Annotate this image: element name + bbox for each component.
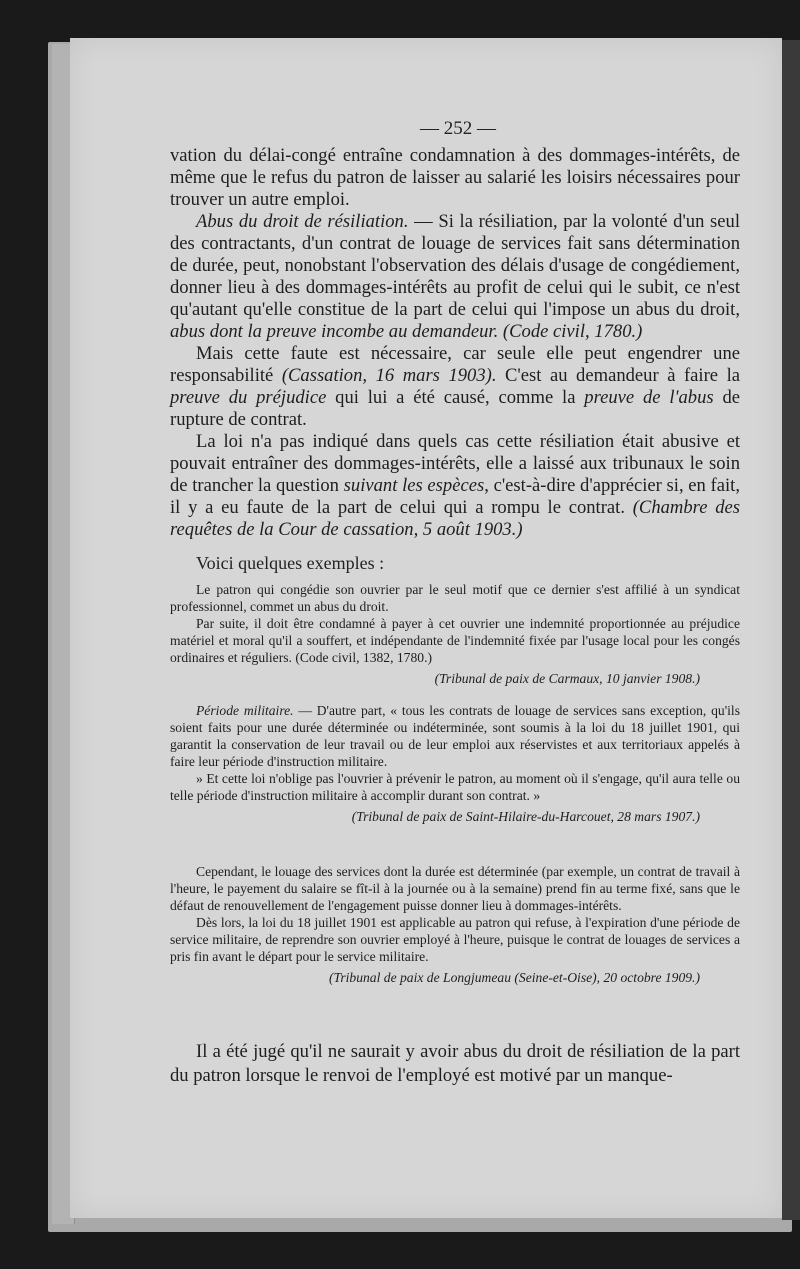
paragraph <box>170 211 740 343</box>
paragraph: » Et cette loi n'oblige pas l'ouvrier à prévenir le patron, au moment où il s'engage, qu'il aura telle ou telle période d'instruction militaire à accomplir durant son contrat. » <box>170 771 740 803</box>
text: — Si la résiliation, par la volonté d'un seul des contractants, d'un contrat de louage de services fait sans détermination de durée, peut, nonobstant l'observation des délais d'usage de congédiement, donner lieu à des dommages-intérêts au profit de celui qui le subit, ce n'est qu'autant qu'elle constitue de la part de celui qui l'impose un abus du droit, <box>170 211 740 320</box>
paragraph: Cependant, le louage des services dont la durée est déterminée (par exemple, un contrat de travail à l'heure, le payement du salaire se fît-il à la journée ou à la semaine) prend fin au terme fixé, sans que le défaut de renouvellement de l'engagement puisse donner lieu à dommages-intérêts. <box>170 864 740 913</box>
citation: (Cassation, 16 mars 1903). <box>281 365 497 386</box>
section-title: Période militaire. <box>196 703 294 718</box>
example-1 <box>170 581 740 687</box>
paragraph: Dès lors, la loi du 18 juillet 1901 est applicable au patron qui refuse, à l'expiration d'une période de service militaire, de reprendre son ouvrier employé à l'heure, puisque le contrat de louages de services a pris fin avant le départ pour le service militaire. <box>170 915 740 964</box>
text: , c'est-à-dire d'apprécier si, en fait, il y a eu faute de la part de celui qui a rompu le contrat. <box>170 475 740 518</box>
text: preuve du préjudice <box>170 387 327 408</box>
citation: (Tribunal de paix de Carmaux, 10 janvier 1908.) <box>434 671 700 686</box>
paragraph <box>170 702 740 770</box>
text: de rupture de contrat. <box>170 387 741 430</box>
citation: (Tribunal de paix de Saint-Hilaire-du-Harcouet, 28 mars 1907.) <box>351 809 700 824</box>
paragraph <box>170 431 740 541</box>
text: qui lui a été causé, comme la <box>326 387 585 408</box>
text: Mais cette faute est nécessaire, car seule elle peut engendrer une responsabilité <box>170 343 740 386</box>
paragraph: Le patron qui congédie son ouvrier par le seul motif que ce dernier s'est affilié à un syndicat professionnel, commet un abus du droit. <box>170 582 740 614</box>
paragraph <box>170 343 740 431</box>
text: La loi n'a pas indiqué dans quels cas cette résiliation était abusive et pouvait entraîner des dommages-intérêts, elle a laissé aux tribunaux le soin de trancher la question <box>170 431 740 496</box>
text: C'est au demandeur à faire la <box>496 365 740 386</box>
page-edge-shadow <box>782 40 800 1220</box>
citation: (Chambre des requêtes de la Cour de cassation, 5 août 1903.) <box>170 497 740 540</box>
text: preuve de l'abus <box>584 387 714 408</box>
paragraph: vation du délai-congé entraîne condamnation à des dommages-intérêts, de même que le refus du patron de laisser au salarié les loisirs nécessaires pour trouver un autre emploi. <box>170 145 740 210</box>
text: — D'autre part, « tous les contrats de louage de services sans exception, qu'ils soient faits pour une durée déterminée ou indéterminée, sont soumis à la loi du 18 juillet 1901, qui garantit la conservation de leur travail ou de leur emploi aux réservistes et aux territoriaux appelés à faire leur période d'instruction militaire. <box>170 703 740 769</box>
examples-intro: Voici quelques exemples : <box>196 553 385 573</box>
example-3 <box>170 863 740 986</box>
main-text <box>170 145 740 541</box>
text: suivant les espèces <box>343 475 485 496</box>
final-paragraph <box>170 1040 740 1088</box>
citation: (Code civil, 1780.) <box>502 321 643 342</box>
citation: (Tribunal de paix de Longjumeau (Seine-et-Oise), 20 octobre 1909.) <box>329 970 700 985</box>
example-2 <box>170 702 740 825</box>
paragraph: Par suite, il doit être condamné à payer à cet ouvrier une indemnité proportionnée au préjudice matériel et moral qu'il a souffert, et indépendante de l'indemnité fixée par l'usage local pour les congés ordinaires et réguliers. (Code civil, 1382, 1780.) <box>170 616 740 665</box>
page-number: — 252 — <box>420 118 496 139</box>
text: abus dont la preuve incombe au demandeur. <box>170 321 499 342</box>
paragraph: Il a été jugé qu'il ne saurait y avoir abus du droit de résiliation de la part du patron lorsque le renvoi de l'employé est motivé par un manque- <box>170 1041 740 1086</box>
section-title: Abus du droit de résiliation. <box>196 211 409 232</box>
